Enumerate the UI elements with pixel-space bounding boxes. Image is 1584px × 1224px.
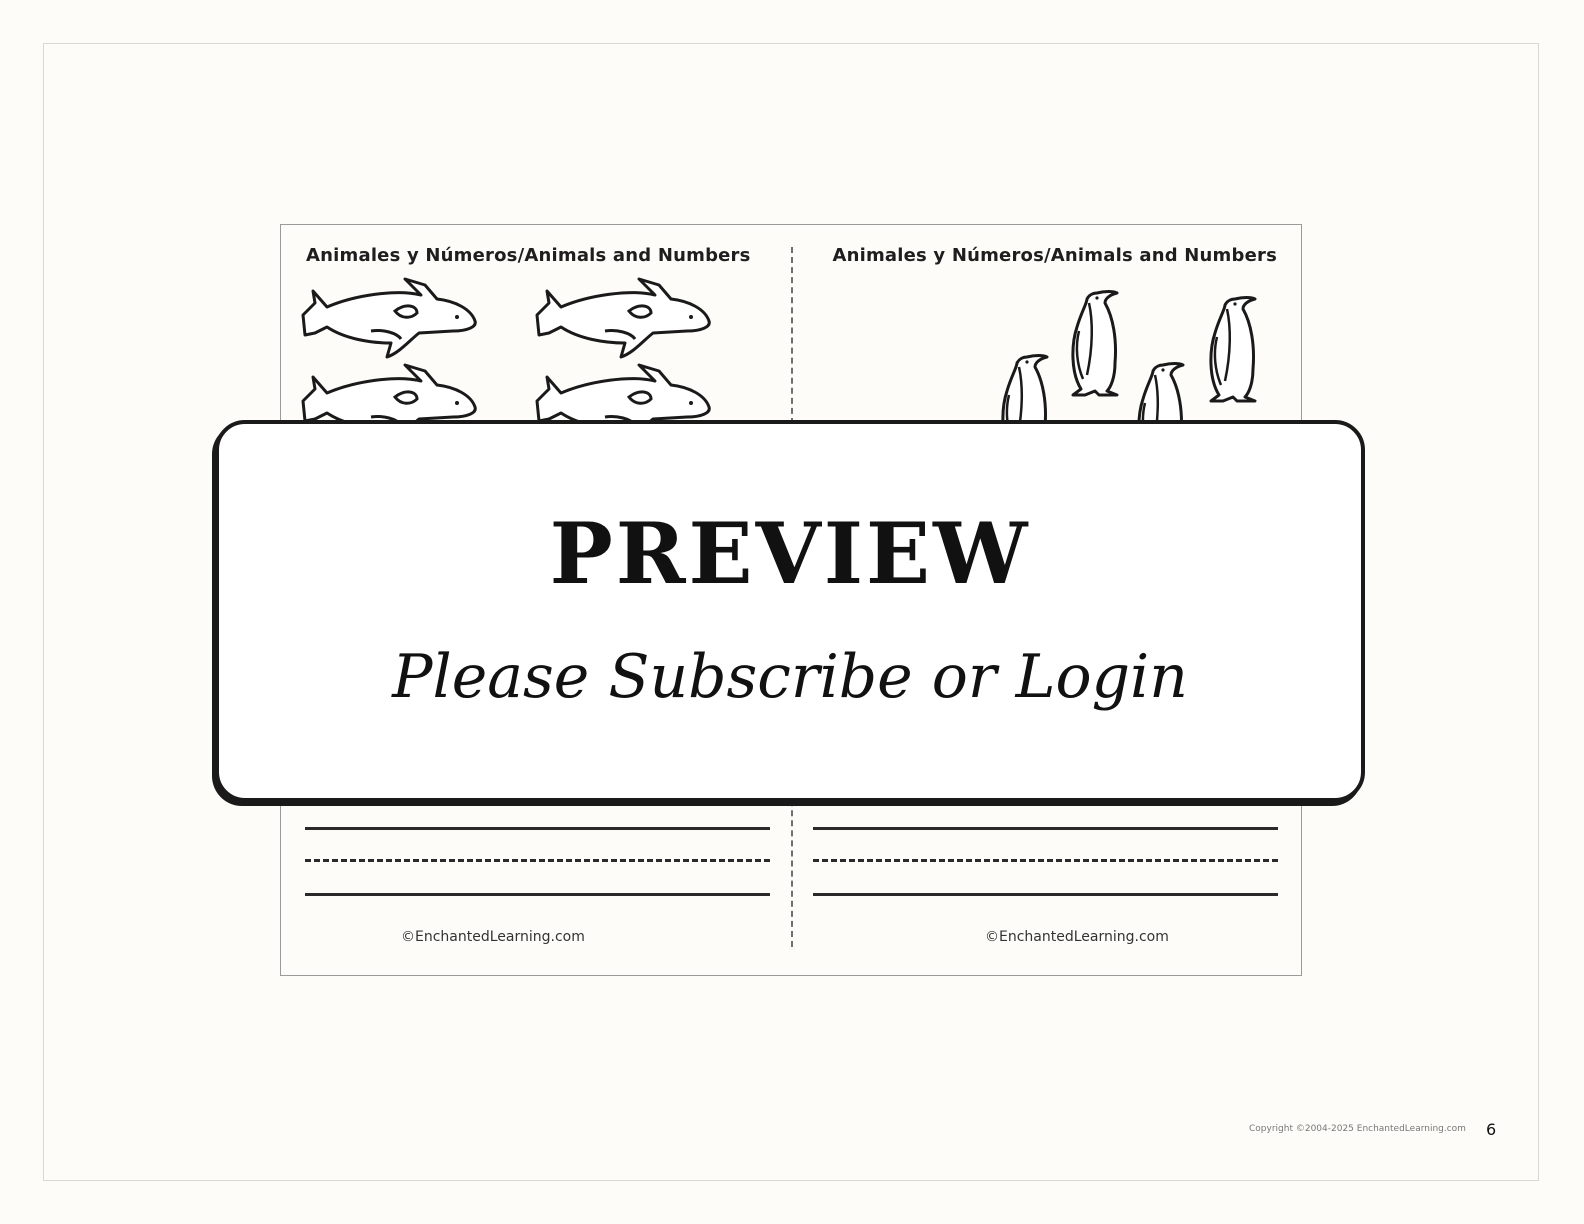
penguins-illustration	[981, 283, 1281, 433]
right-panel-credit: ©EnchantedLearning.com	[985, 929, 1169, 945]
page-number: 6	[1486, 1120, 1497, 1139]
subscribe-login-prompt[interactable]: Please Subscribe or Login	[392, 642, 1188, 712]
orca-whales-illustration	[301, 275, 721, 425]
left-panel-title: Animales y Números/Animals and Numbers	[306, 245, 751, 266]
right-panel-title: Animales y Números/Animals and Numbers	[832, 245, 1277, 266]
right-writing-lines	[813, 827, 1278, 897]
preview-heading: PREVIEW	[549, 504, 1031, 603]
footer-copyright: Copyright ©2004-2025 EnchantedLearning.com	[1249, 1124, 1466, 1134]
left-writing-lines	[305, 827, 770, 897]
left-panel-credit: ©EnchantedLearning.com	[401, 929, 585, 945]
preview-overlay[interactable]	[215, 420, 1365, 802]
